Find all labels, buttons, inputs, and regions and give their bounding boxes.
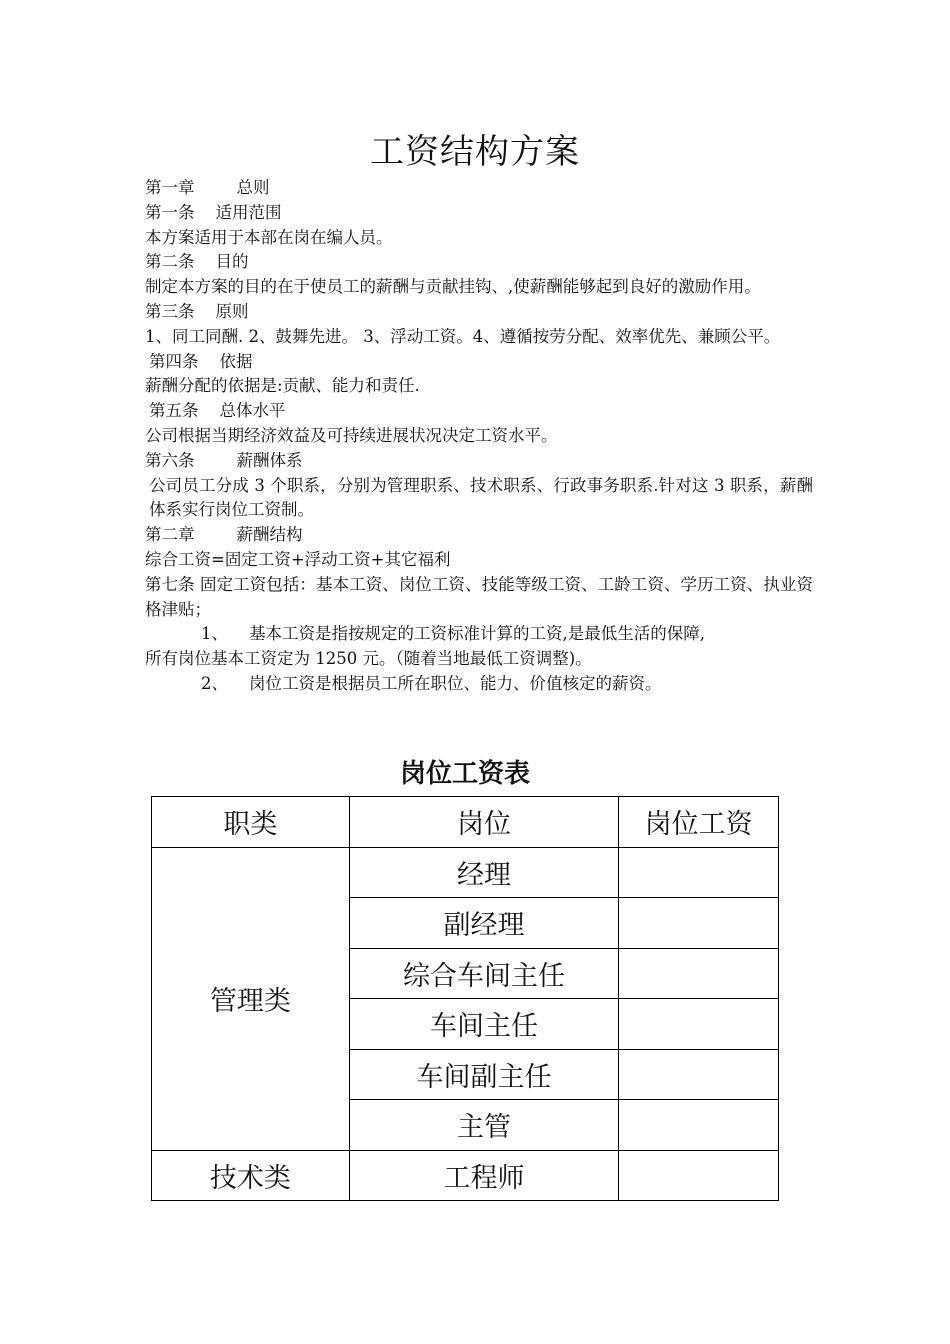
- salary-cell: [619, 1049, 779, 1100]
- position-cell: 经理: [349, 847, 619, 898]
- header-salary: 岗位工资: [619, 797, 779, 848]
- salary-formula: 综合工资=固定工资+浮动工资+其它福利: [145, 549, 451, 569]
- position-cell: 车间主任: [349, 999, 619, 1050]
- chapter-1-heading: 第一章 总则: [145, 178, 270, 197]
- item-1-continued: 所有岗位基本工资定为 1250 元。（随着当地最低工资调整)。: [145, 649, 592, 669]
- salary-table: [151, 796, 779, 1201]
- chapter-2-heading: 第二章 薪酬结构: [145, 525, 303, 545]
- salary-cell: [619, 898, 779, 949]
- header-category: 职类: [152, 797, 350, 848]
- salary-cell: [619, 999, 779, 1050]
- article-1-text: 本方案适用于本部在岗在编人员。: [145, 227, 393, 247]
- salary-cell: [619, 1100, 779, 1151]
- position-cell: 综合车间主任: [349, 948, 619, 999]
- item-2-text: 2、 岗位工资是根据员工所在职位、能力、价值核定的薪资。: [201, 673, 662, 693]
- header-position: 岗位: [349, 797, 619, 848]
- position-cell: 车间副主任: [349, 1049, 619, 1100]
- article-5-heading: 第五条 总体水平: [149, 401, 286, 421]
- position-cell: 工程师: [349, 1150, 619, 1201]
- position-cell: 副经理: [349, 898, 619, 949]
- article-4-text: 薪酬分配的依据是:贡献、能力和责任.: [145, 376, 420, 396]
- article-2-heading: 第二条 目的: [145, 252, 249, 272]
- table-row: [152, 1150, 779, 1201]
- salary-table-title: 岗位工资表: [399, 759, 530, 789]
- article-2-text: 制定本方案的目的在于使员工的薪酬与贡献挂钩、,使薪酬能够起到良好的激励作用。: [145, 277, 761, 297]
- article-3-heading: 第三条 原则: [145, 301, 249, 321]
- article-6-text: 公司员工分成 3 个职系，分别为管理职系、技术职系、行政事务职系.针对这 3 职系，薪酬体系实行岗位工资制。: [149, 475, 813, 520]
- salary-cell: [619, 948, 779, 999]
- article-6-heading: 第六条 薪酬体系: [145, 450, 303, 470]
- table-header-row: [152, 797, 779, 848]
- document-title: 工资结构方案: [370, 132, 580, 172]
- category-cell-technical: 技术类: [152, 1150, 350, 1201]
- item-1-text: 1、 基本工资是指按规定的工资标准计算的工资,是最低生活的保障,: [201, 624, 705, 644]
- position-cell: 主管: [349, 1100, 619, 1151]
- document-body: [145, 176, 813, 697]
- salary-cell: [619, 847, 779, 898]
- article-3-text: 1、同工同酬. 2、鼓舞先进。 3、浮动工资。4、遵循按劳分配、效率优先、兼顾公平。: [145, 326, 781, 346]
- category-cell-management: 管理类: [152, 847, 350, 1150]
- article-5-text: 公司根据当期经济效益及可持续进展状况决定工资水平。: [145, 425, 558, 445]
- salary-cell: [619, 1150, 779, 1201]
- table-row: [152, 847, 779, 898]
- article-1-heading: 第一条 适用范围: [145, 202, 282, 222]
- article-7-text: 第七条 固定工资包括：基本工资、岗位工资、技能等级工资、工龄工资、学历工资、执业资格津贴；: [145, 574, 813, 619]
- article-4-heading: 第四条 依据: [149, 351, 253, 371]
